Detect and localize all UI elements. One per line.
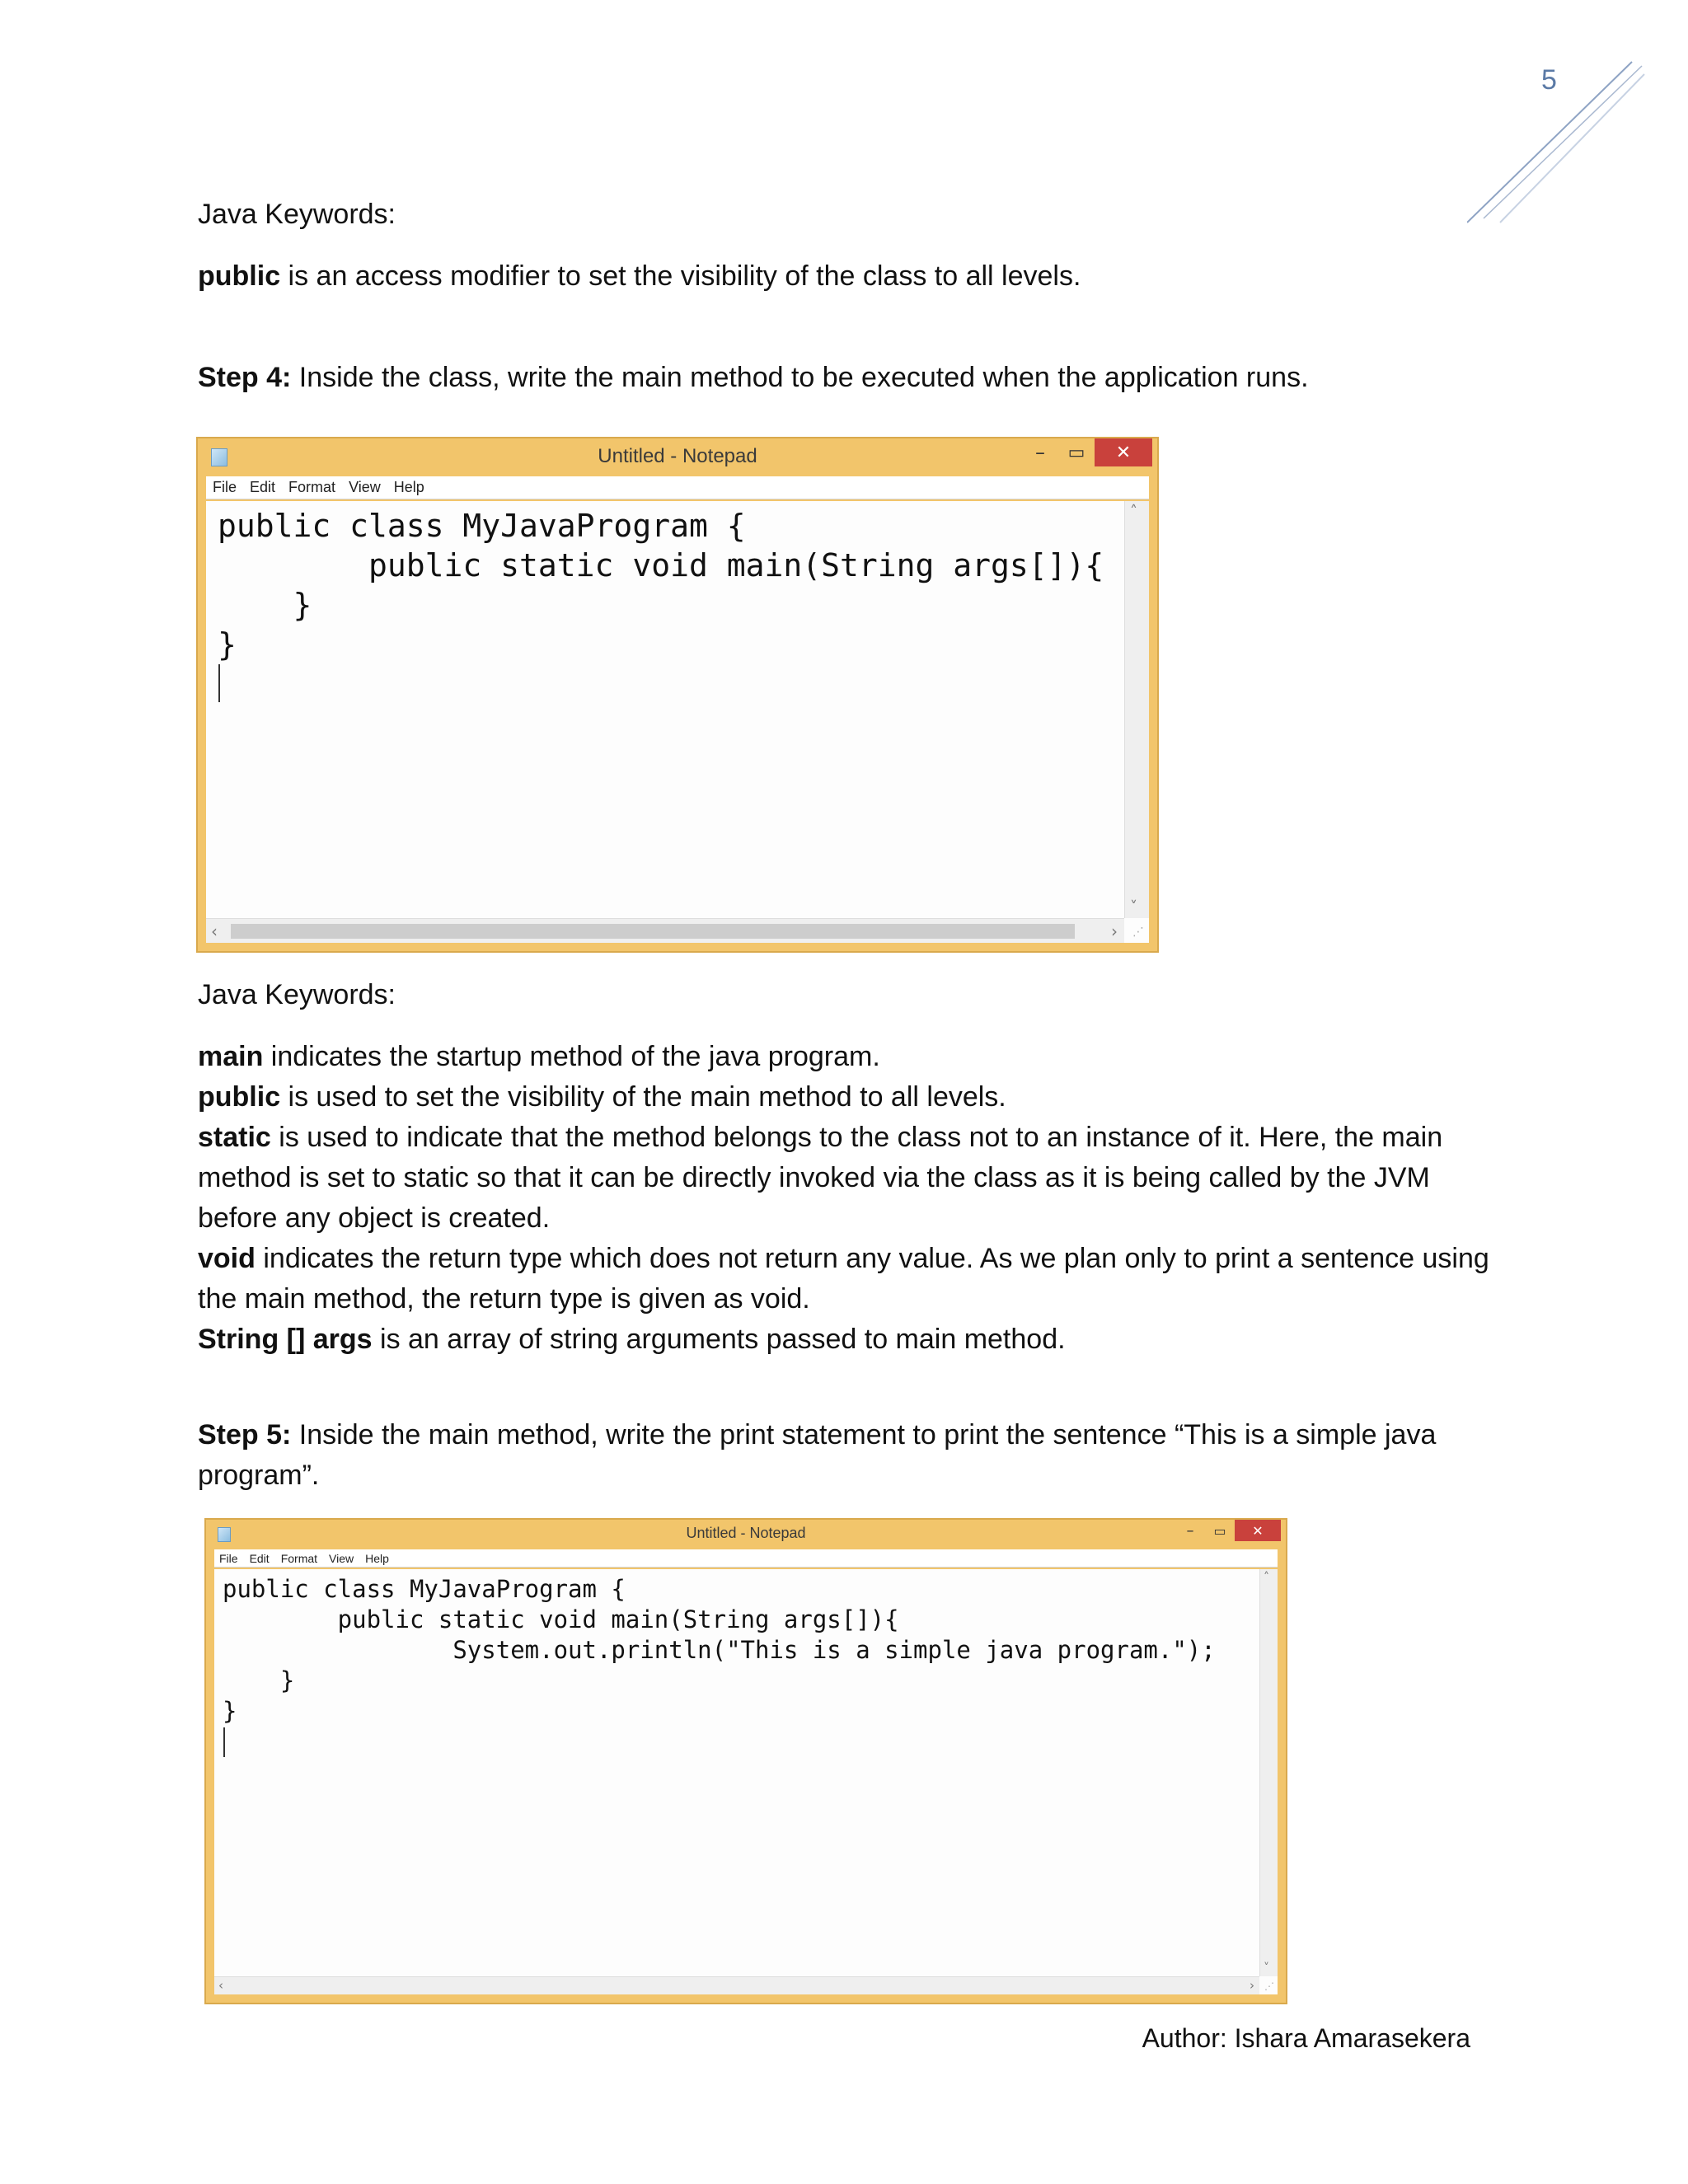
step5-text: Inside the main method, write the print statement to print the sentence “This is a simple java program”. [198,1419,1437,1491]
horizontal-scroll-thumb[interactable] [231,924,1075,939]
keyword-item-void [198,1239,1500,1319]
page-number: 5 [1541,64,1557,96]
keyword-main-text: indicates the startup method of the java program. [263,1041,880,1072]
keyword-void-text: indicates the return type which does not return any value. As we plan only to print a sentence using the main method, the return type is given as void. [198,1243,1489,1315]
keyword-item-args [198,1319,1500,1360]
close-icon[interactable]: ✕ [1235,1520,1281,1541]
minimize-icon[interactable]: – [1035,441,1045,464]
menu-file[interactable]: File [213,479,237,495]
maximize-icon[interactable]: ▭ [1067,442,1085,463]
menu-view[interactable]: View [329,1551,354,1565]
title-bar[interactable] [206,1520,1286,1546]
scroll-up-icon[interactable]: ˄ [1130,503,1137,520]
menu-edit[interactable]: Edit [249,1551,270,1565]
section1-keyword-line [198,256,1500,297]
keyword-static: static [198,1122,271,1153]
menu-format[interactable]: Format [288,479,336,495]
horizontal-scrollbar[interactable] [206,918,1124,943]
notepad-window-1 [196,437,1159,953]
keyword-public: public [198,260,281,292]
scroll-down-icon[interactable]: ˅ [1264,1961,1269,1975]
scroll-right-icon[interactable]: › [1250,1978,1254,1993]
code-text: public class MyJavaProgram { public static void main(String args[]){ System.out.println("This is a simple java program."); } } [223,1575,1216,1725]
keyword-item-public [198,1077,1500,1118]
scroll-left-icon[interactable]: ‹ [211,921,218,941]
section2-heading: Java Keywords: [198,979,396,1010]
step4-label: Step 4: [198,362,292,393]
menu-bar [206,476,1149,499]
vertical-scrollbar[interactable] [1259,1569,1278,1976]
code-text: public class MyJavaProgram { public static void main(String args[]){ } } [218,508,1104,663]
window-title: Untitled - Notepad [686,1525,806,1541]
text-editor-area[interactable] [214,1569,1278,1994]
author-footer: Author: Ishara Amarasekera [1142,2023,1470,2053]
step4-text: Inside the class, write the main method to be executed when the application runs. [291,362,1309,393]
menu-bar [214,1549,1278,1568]
keyword-public: public [198,1081,281,1113]
keyword-args-text: is an array of string arguments passed to main method. [372,1324,1066,1355]
scroll-down-icon[interactable]: ˅ [1130,898,1137,916]
notepad-window-2 [204,1518,1287,2004]
step4-instruction [198,358,1500,398]
title-bar[interactable] [198,438,1157,471]
vertical-scrollbar[interactable] [1124,501,1149,918]
maximize-icon[interactable]: ▭ [1213,1522,1226,1539]
keyword-main: main [198,1041,264,1072]
section1-heading: Java Keywords: [198,199,396,230]
minimize-icon[interactable]: – [1186,1521,1194,1540]
scroll-right-icon[interactable]: › [1111,921,1118,941]
keyword-args: String [] args [198,1324,373,1355]
text-caret [223,1727,225,1757]
menu-view[interactable]: View [349,479,381,495]
window-title: Untitled - Notepad [598,445,757,467]
scroll-left-icon[interactable]: ‹ [218,1978,223,1993]
menu-format[interactable]: Format [280,1551,318,1565]
keyword-item-main [198,1037,1500,1077]
scroll-up-icon[interactable]: ˄ [1264,1571,1269,1584]
menu-edit[interactable]: Edit [250,479,276,495]
text-caret [218,664,220,702]
menu-help[interactable]: Help [365,1551,389,1565]
close-icon[interactable]: ✕ [1095,438,1152,466]
horizontal-scrollbar[interactable] [214,1976,1259,1994]
menu-help[interactable]: Help [393,479,424,495]
keyword-definitions [198,1037,1500,1360]
keyword-description: is an access modifier to set the visibility of the class to all levels. [280,260,1081,292]
menu-file[interactable]: File [219,1551,238,1565]
step5-instruction [198,1415,1500,1496]
keyword-public-text: is used to set the visibility of the main method to all levels. [280,1081,1006,1113]
resize-grip-icon[interactable]: ⋰ [1264,1980,1274,1992]
keyword-void: void [198,1243,256,1274]
step5-label: Step 5: [198,1419,292,1451]
resize-grip-icon[interactable]: ⋰ [1132,926,1144,939]
keyword-item-static [198,1118,1500,1239]
keyword-static-text: is used to indicate that the method belongs to the class not to an instance of it. Here, the main method is set to static so that it can be directly invoked via the class as it is being called by the JVM before any object is created. [198,1122,1443,1234]
text-editor-area[interactable] [206,501,1149,943]
